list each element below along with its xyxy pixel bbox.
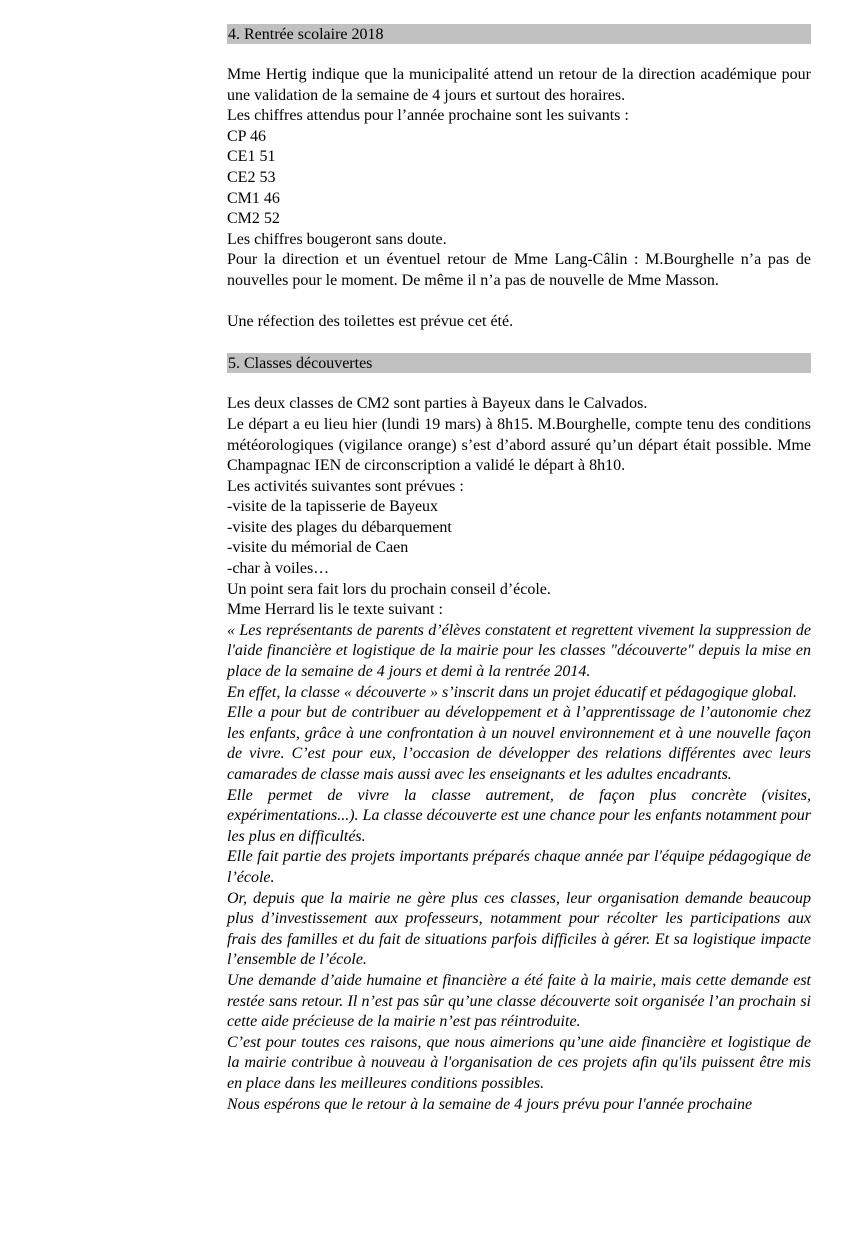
direction-paragraph: Pour la direction et un éventuel retour de Mme Lang-Câlin : M.Bourghelle n’a pas de nouvelles pour le moment. De même il n’a pas de nouvelle de Mme Masson. [227, 251, 811, 289]
section-4-intro: Mme Hertig indique que la municipalité attend un retour de la direction académique pour une validation de la semaine de 4 jours et surtout des horaires. [227, 66, 811, 104]
quote-paragraph: Elle a pour but de contribuer au développement et à l’apprentissage de l’autonomie chez les enfants, grâce à une confrontation à un nouvel environnement et à une nouvelle façon de vivre. C’est pour eux, l’occasion de développer des relations différentes avec leurs camarades de classe mais aussi avec les enseignants et les adultes encadrants. [227, 704, 811, 783]
quote-paragraph: Or, depuis que la mairie ne gère plus ces classes, leur organisation demande beaucoup plus d’investissement aux professeurs, notamment pour récolter les participations aux frais des familles et du fait de situations parfois difficiles à gérer. Et sa logistique impacte l’ensemble de l’école. [227, 889, 811, 969]
quote-paragraph: « Les représentants de parents d’élèves constatent et regrettent vivement la suppression de l'aide financière et logistique de la mairie pour les classes "découverte" depuis la mise en place de la semaine de 4 jours et demi à la rentrée 2014. [227, 621, 811, 681]
next-council-note: Un point sera fait lors du prochain conseil d’école. [227, 580, 551, 598]
activity-item: -visite du mémorial de Caen [227, 539, 409, 557]
figure-cp: CP 46 [227, 127, 266, 145]
figures-note: Les chiffres bougeront sans doute. [227, 230, 447, 248]
section-5-heading: 5. Classes découvertes [227, 353, 811, 373]
quote-paragraph: En effet, la classe « découverte » s’inscrit dans un projet éducatif et pédagogique global. [227, 683, 797, 701]
figure-ce2: CE2 53 [227, 168, 276, 186]
herrard-intro: Mme Herrard lis le texte suivant : [227, 601, 443, 619]
activity-item: -char à voiles… [227, 560, 330, 578]
activity-item: -visite des plages du débarquement [227, 518, 452, 536]
figure-cm2: CM2 52 [227, 210, 280, 228]
section-5-p2: Le départ a eu lieu hier (lundi 19 mars) à 8h15. M.Bourghelle, compte tenu des conditions météorologiques (vigilance orange) s’est d’abord assuré qu’un départ était possible. Mme Champagnac IEN de circonscription a validé le départ à 8h10. [227, 415, 811, 475]
quote-paragraph: Nous espérons que le retour à la semaine de 4 jours prévu pour l'année prochaine [227, 1095, 753, 1113]
activities-intro: Les activités suivantes sont prévues : [227, 477, 464, 495]
toilets-paragraph: Une réfection des toilettes est prévue cet été. [227, 313, 514, 331]
figure-cm1: CM1 46 [227, 189, 280, 207]
quote-paragraph: Elle fait partie des projets importants préparés chaque année par l'équipe pédagogique de l’école. [227, 848, 811, 886]
activity-item: -visite de la tapisserie de Bayeux [227, 498, 439, 516]
document-page [227, 24, 811, 1115]
quote-paragraph: Elle permet de vivre la classe autrement, de façon plus concrète (visites, expérimentations...). La classe découverte est une chance pour les enfants notamment pour les plus en difficultés. [227, 786, 811, 845]
section-5-p1: Les deux classes de CM2 sont parties à Bayeux dans le Calvados. [227, 395, 648, 413]
section-4-heading: 4. Rentrée scolaire 2018 [227, 24, 811, 44]
quote-paragraph: C’est pour toutes ces raisons, que nous aimerions qu’une aide financière et logistique de la mairie contribue à nouveau à l'organisation de ces projets afin qu'ils puissent être mis en place dans les meilleures conditions possibles. [227, 1033, 811, 1092]
figures-intro: Les chiffres attendus pour l’année prochaine sont les suivants : [227, 107, 629, 125]
figure-ce1: CE1 51 [227, 148, 276, 166]
quote-paragraph: Une demande d’aide humaine et financière a été faite à la mairie, mais cette demande est restée sans retour. Il n’est pas sûr qu’une classe découverte soit organisée l’an prochain si cette aide précieuse de la mairie n’est pas réintroduite. [227, 971, 811, 1031]
